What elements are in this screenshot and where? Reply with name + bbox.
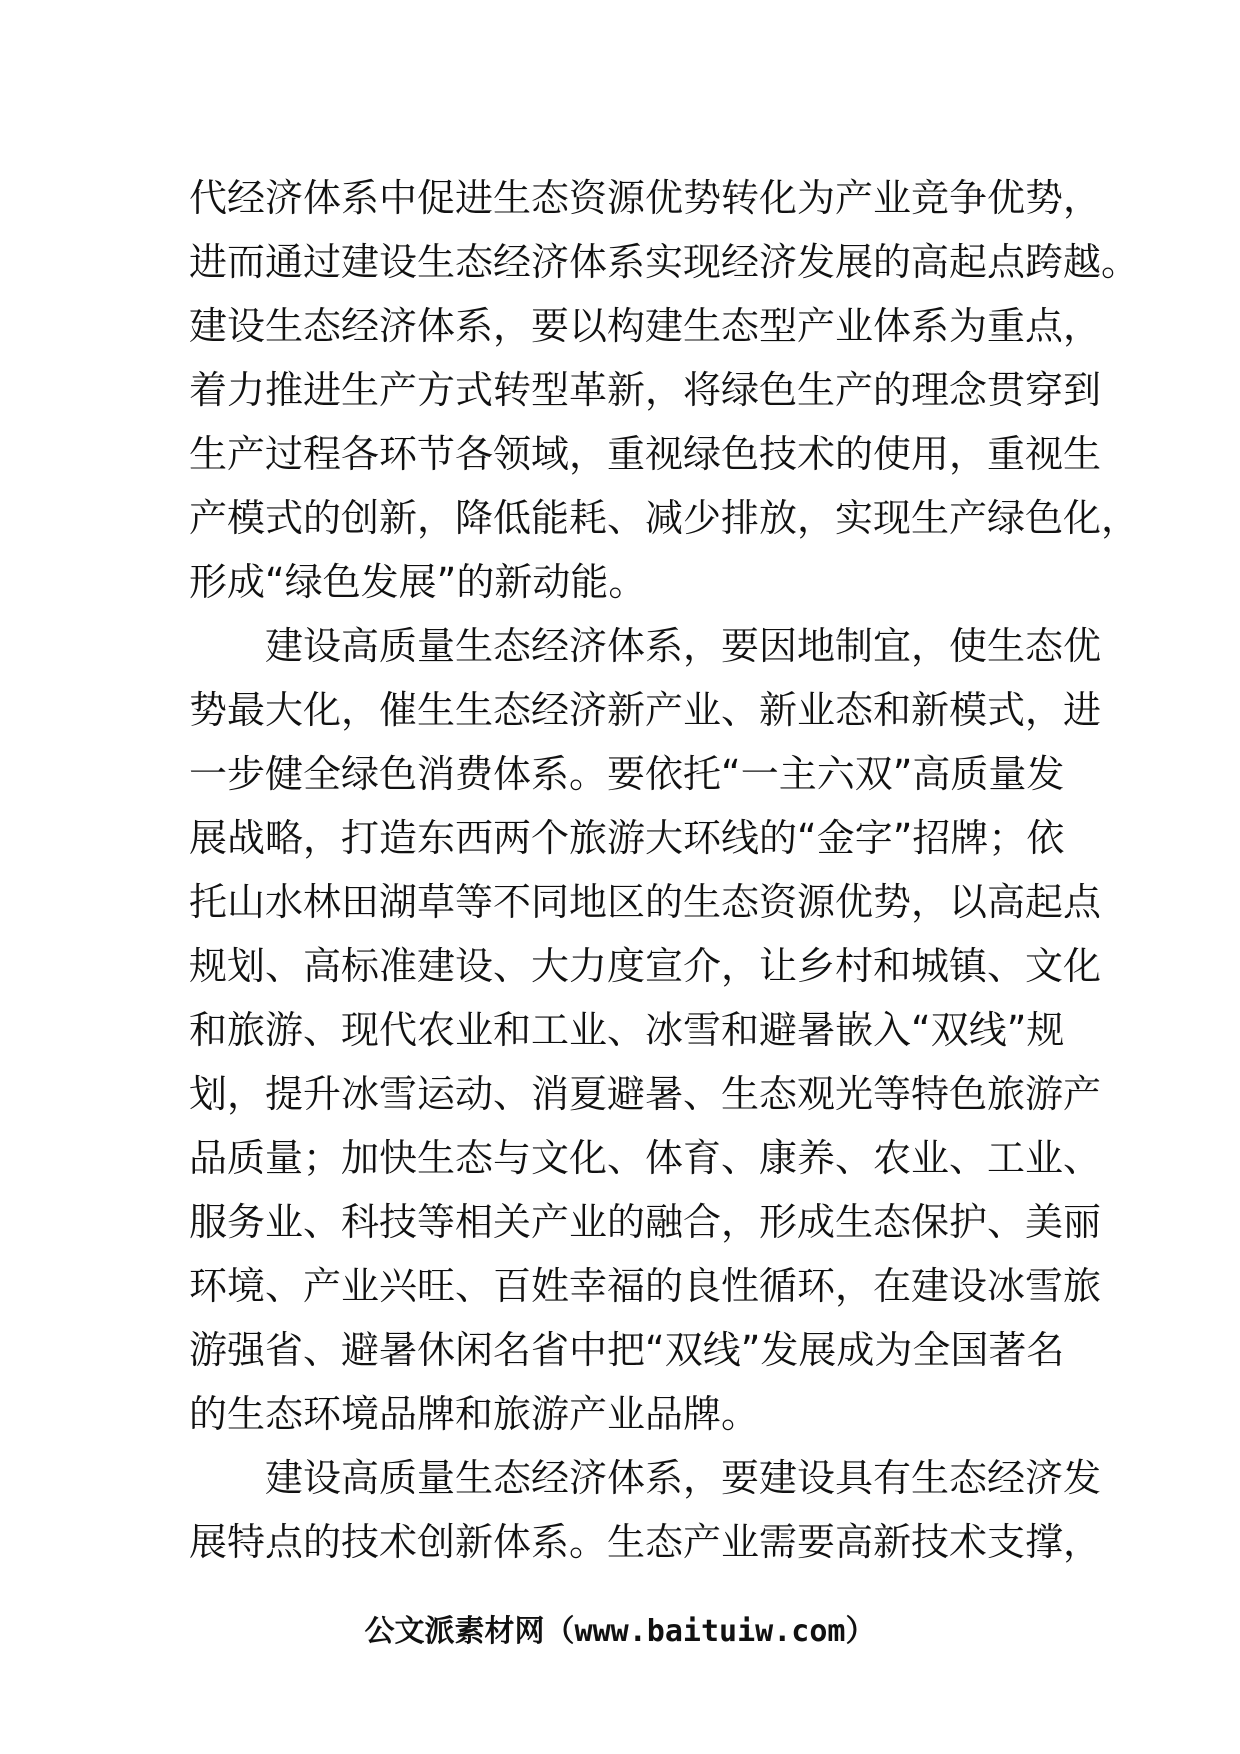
text-line: 产模式的创新，降低能耗、减少排放，实现生产绿色化， <box>189 496 1140 540</box>
text-line: 势最大化，催生生态经济新产业、新业态和新模式，进 <box>189 688 1102 732</box>
paragraph-3 <box>189 1446 1102 1574</box>
paragraph-1 <box>189 166 1140 614</box>
paragraph-2 <box>189 614 1102 1446</box>
text-line: 生产过程各环节各领域，重视绿色技术的使用，重视生 <box>189 432 1102 476</box>
text-line: 建设生态经济体系，要以构建生态型产业体系为重点， <box>189 304 1102 348</box>
footer-close-paren: ） <box>845 1614 876 1649</box>
text-line: 建设高质量生态经济体系，要建设具有生态经济发 <box>265 1456 1102 1500</box>
text-line: 建设高质量生态经济体系，要因地制宜，使生态优 <box>265 624 1102 668</box>
text-line: 进而通过建设生态经济体系实现经济发展的高起点跨越。 <box>189 240 1140 284</box>
text-line: 规划、高标准建设、大力度宣介，让乡村和城镇、文化 <box>189 944 1102 988</box>
text-line: 一步健全绿色消费体系。要依托“一主六双”高质量发 <box>189 752 1065 796</box>
document-body <box>189 166 1140 1574</box>
footer-site-name: 公文派素材网 <box>364 1614 545 1649</box>
text-line: 代经济体系中促进生态资源优势转化为产业竞争优势， <box>189 176 1102 220</box>
footer-url: www.baituiw.com <box>574 1614 846 1649</box>
text-line: 划，提升冰雪运动、消夏避暑、生态观光等特色旅游产 <box>189 1072 1102 1116</box>
text-line: 品质量；加快生态与文化、体育、康养、农业、工业、 <box>189 1136 1102 1180</box>
text-line: 和旅游、现代农业和工业、冰雪和避暑嵌入“双线”规 <box>189 1008 1065 1052</box>
text-line: 托山水林田湖草等不同地区的生态资源优势，以高起点 <box>189 880 1102 924</box>
text-line: 展战略，打造东西两个旅游大环线的“金字”招牌；依 <box>189 816 1065 860</box>
footer-open-paren: （ <box>544 1614 575 1649</box>
text-line: 着力推进生产方式转型革新，将绿色生产的理念贯穿到 <box>189 368 1102 412</box>
page-footer <box>0 1612 1240 1652</box>
text-line: 游强省、避暑休闲名省中把“双线”发展成为全国著名 <box>189 1328 1065 1372</box>
text-line: 展特点的技术创新体系。生态产业需要高新技术支撑， <box>189 1520 1102 1564</box>
text-line: 服务业、科技等相关产业的融合，形成生态保护、美丽 <box>189 1200 1102 1244</box>
text-line: 形成“绿色发展”的新动能。 <box>189 560 647 604</box>
text-line: 环境、产业兴旺、百姓幸福的良性循环，在建设冰雪旅 <box>189 1264 1102 1308</box>
text-line: 的生态环境品牌和旅游产业品牌。 <box>189 1392 760 1436</box>
